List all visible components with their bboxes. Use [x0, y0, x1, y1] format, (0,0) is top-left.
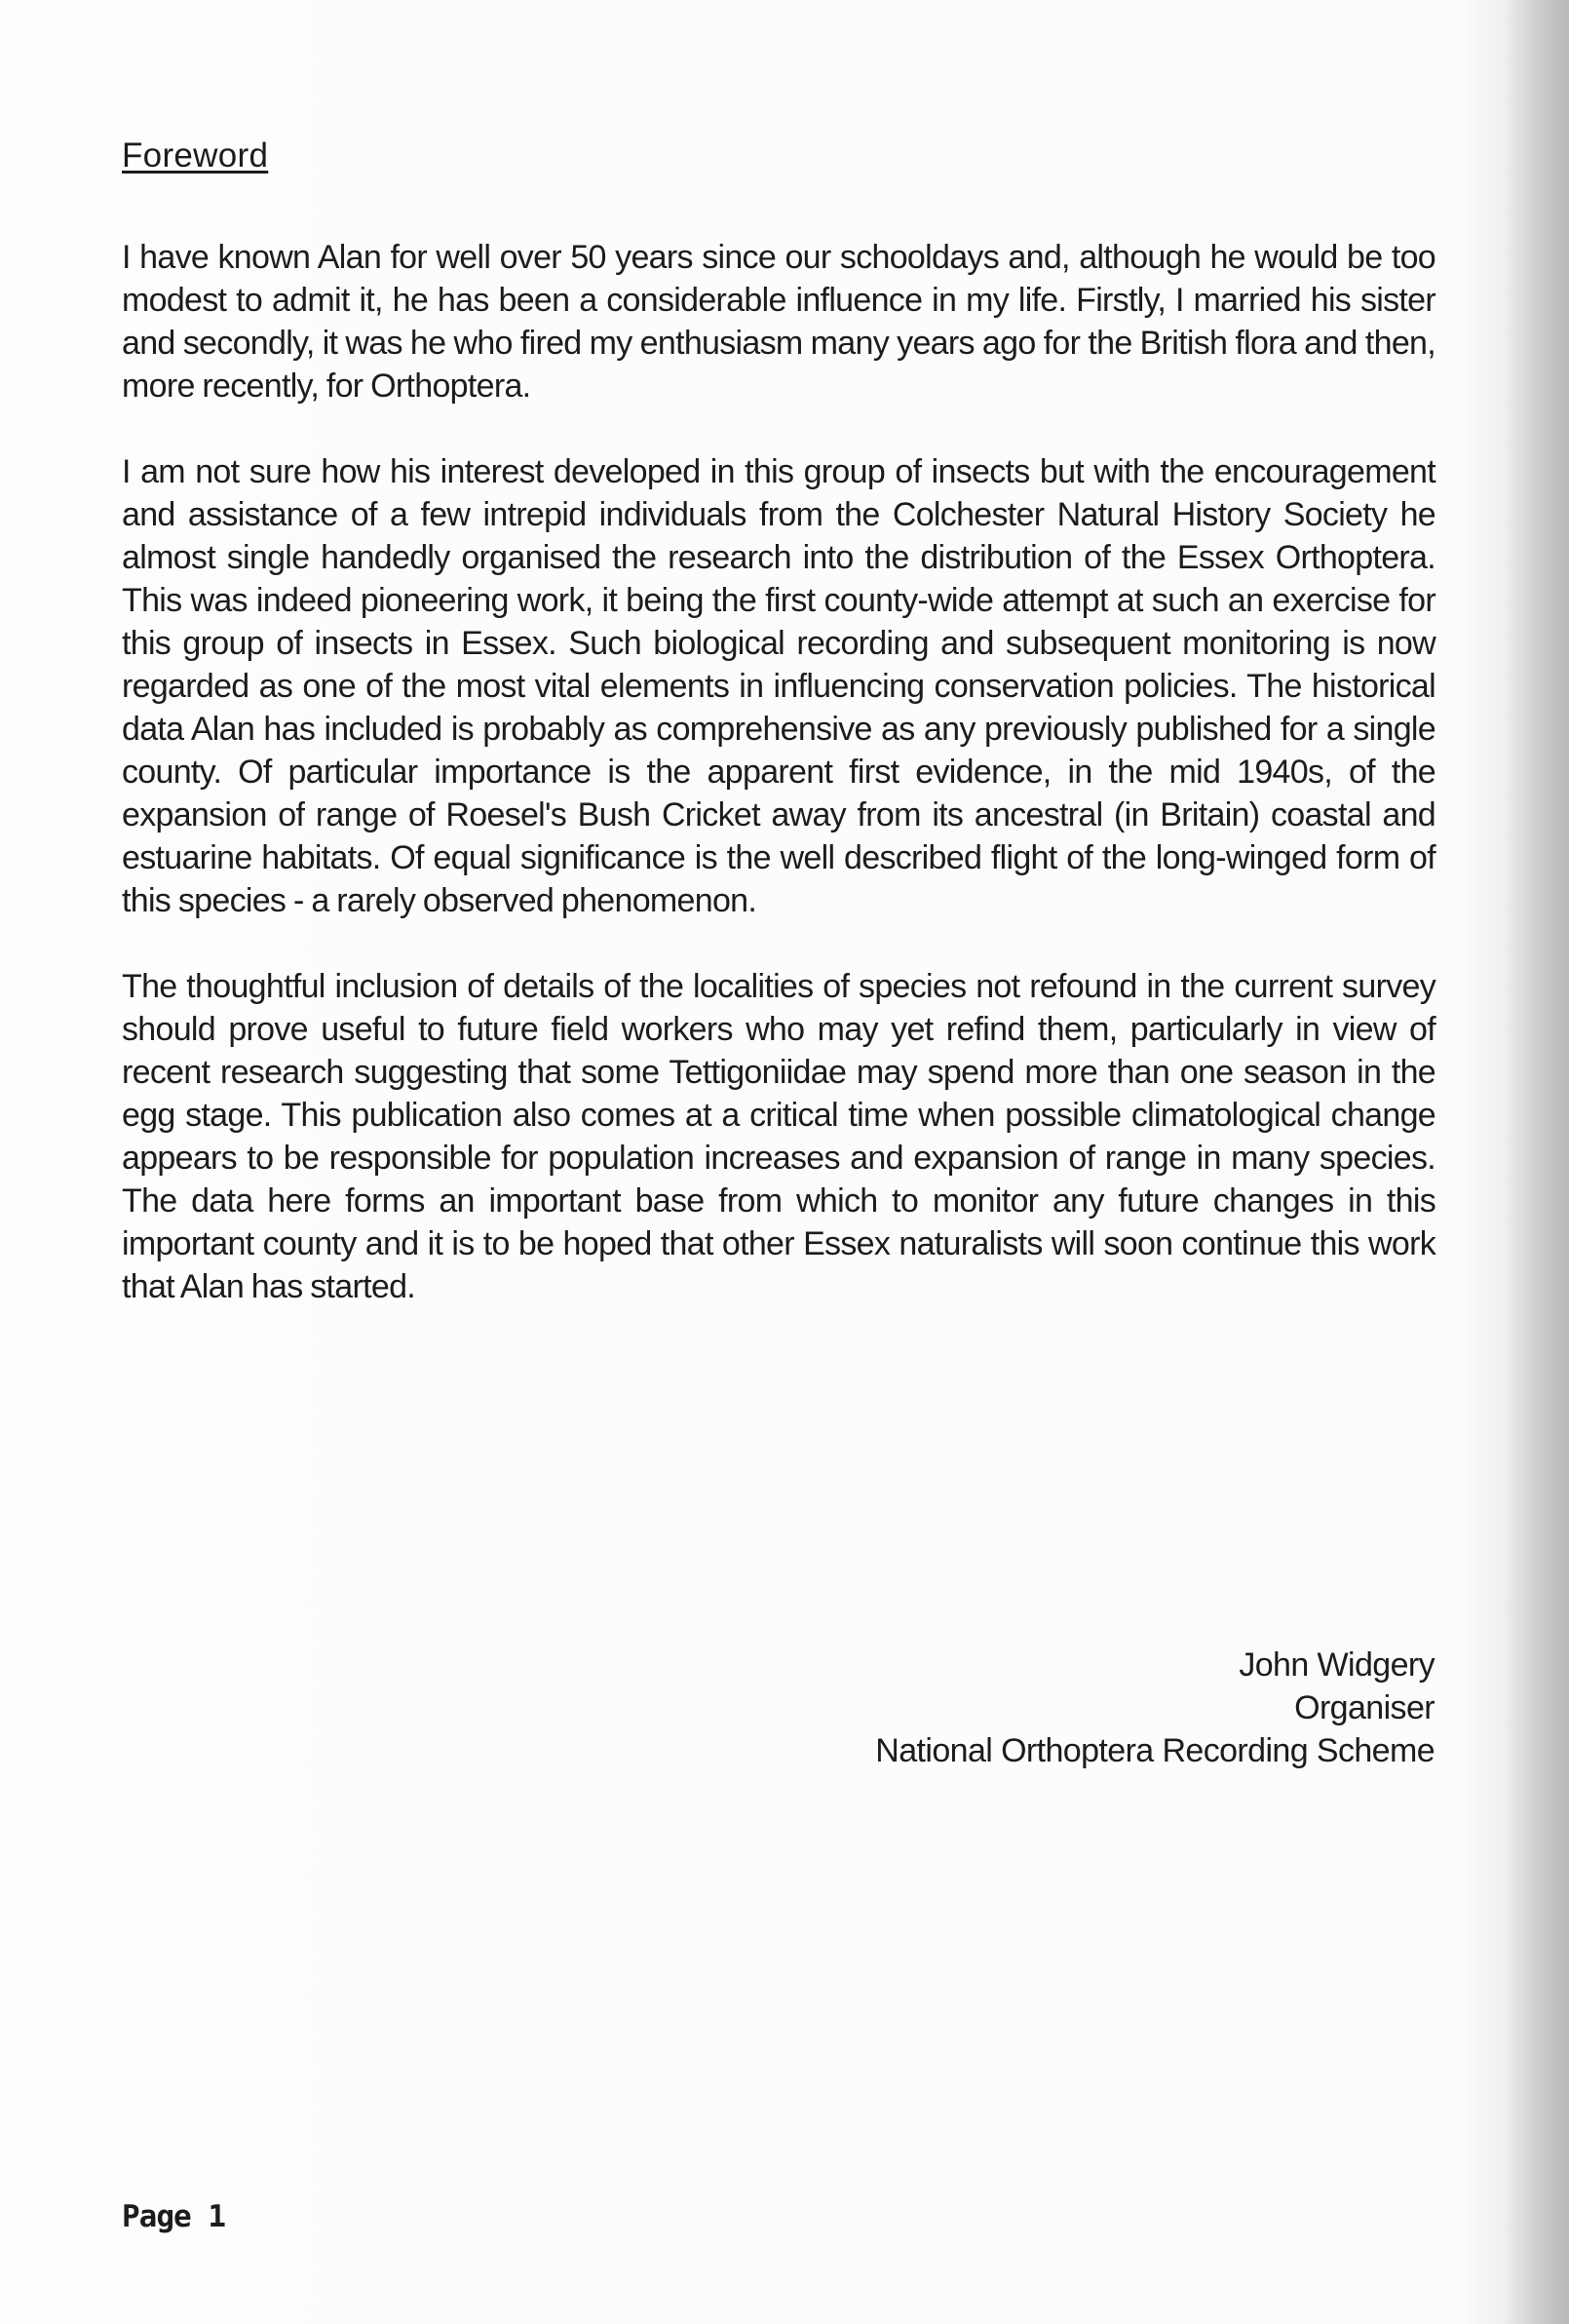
- signature-organisation: National Orthoptera Recording Scheme: [875, 1732, 1435, 1769]
- foreword-body: [122, 236, 1435, 1351]
- signature-block: [875, 1644, 1435, 1772]
- signature-name: John Widgery: [1239, 1646, 1435, 1684]
- paragraph-1: I have known Alan for well over 50 years since our schooldays and, although he would be too modest to admit it, he has been a considerable influence in my life. Firstly, I married his sister and secondly, it was he who fired my enthusiasm many years ago for the British flora and then, more recently, for Orthoptera.: [122, 239, 1435, 405]
- page-title: Foreword: [122, 136, 269, 174]
- signature-role: Organiser: [1294, 1689, 1435, 1726]
- paragraph-2: I am not sure how his interest developed in this group of insects but with the encouragement and assistance of a few intrepid individuals from the Colchester Natural History Society he almost single handedly organised the research into the distribution of the Essex Orthoptera. This was indeed pioneering work, it being the first county-wide attempt at such an exercise for this group of insects in Essex. Such biological recording and subsequent monitoring is now regarded as one of the most vital elements in influencing conservation policies. The historical data Alan has included is probably as comprehensive as any previously published for a single county. Of particular importance is the apparent first evidence, in the mid 1940s, of the expansion of range of Roesel's Bush Cricket away from its ancestral (in Britain) coastal and estuarine habitats. Of equal significance is the well described flight of the long-winged form of this species - a rarely observed phenomenon.: [122, 453, 1435, 919]
- paragraph-3: The thoughtful inclusion of details of the localities of species not refound in the current survey should prove useful to future field workers who may yet refind them, particularly in view of recent research suggesting that some Tettigoniidae may spend more than one season in the egg stage. This publication also comes at a critical time when possible climatological change appears to be responsible for population increases and expansion of range in many species. The data here forms an important base from which to monitor any future changes in this important county and it is to be hoped that other Essex naturalists will soon continue this work that Alan has started.: [122, 968, 1435, 1305]
- page-number: Page 1: [122, 2199, 225, 2234]
